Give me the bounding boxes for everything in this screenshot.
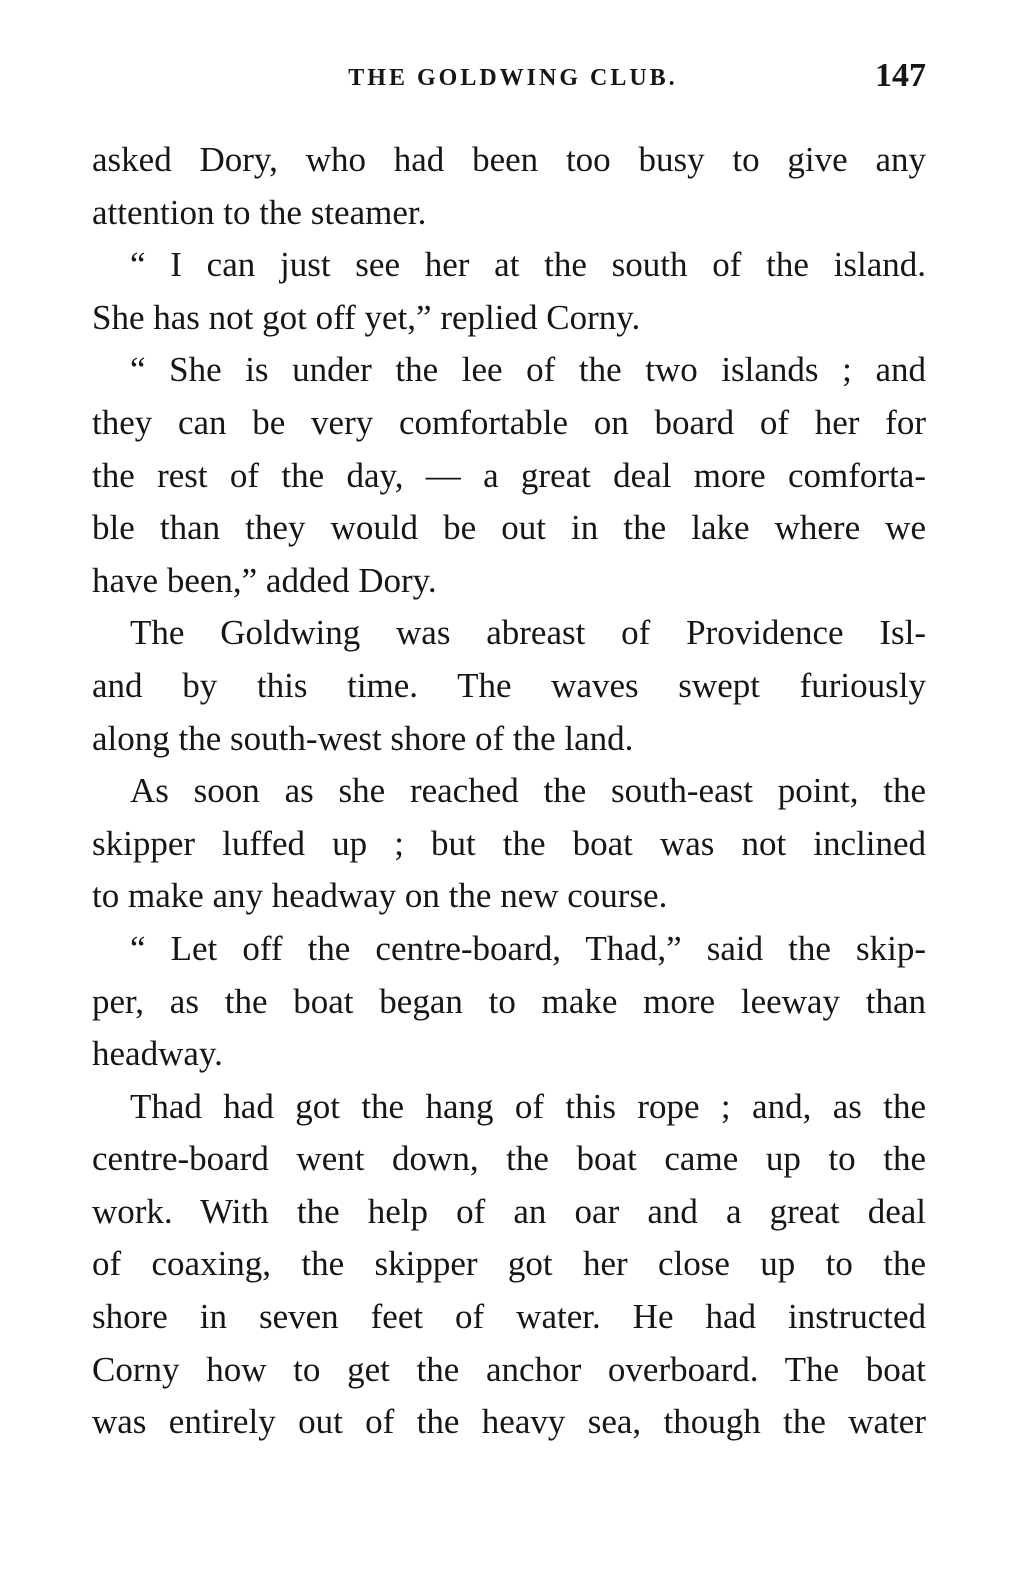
text-line: skipper luffed up ; but the boat was not inclined <box>92 823 926 863</box>
text-line: headway. <box>92 1034 223 1074</box>
text-line: was entirely out of the heavy sea, though the water <box>92 1402 926 1442</box>
page-number: 147 <box>875 57 926 94</box>
text-line: the rest of the day, — a great deal more comforta- <box>92 455 926 495</box>
body-text <box>92 134 926 1449</box>
text-line: Corny how to get the anchor overboard. The boat <box>92 1349 926 1389</box>
text-line: and by this time. The waves swept furiously <box>92 665 926 705</box>
text-line: work. With the help of an oar and a great deal <box>92 1191 926 1231</box>
text-line: Thad had got the hang of this rope ; and, as the <box>130 1086 926 1126</box>
text-line: asked Dory, who had been too busy to give any <box>92 140 926 179</box>
text-line: “ Let off the centre-board, Thad,” said the skip- <box>130 928 926 968</box>
text-line: “ She is under the lee of the two islands ; and <box>130 350 926 390</box>
text-line: of coaxing, the skipper got her close up to the <box>92 1244 926 1284</box>
text-line: they can be very comfortable on board of her for <box>92 402 926 442</box>
text-line: centre-board went down, the boat came up to the <box>92 1139 926 1179</box>
text-line: As soon as she reached the south-east point, the <box>130 771 926 811</box>
text-line: ble than they would be out in the lake where we <box>92 508 926 548</box>
text-line: attention to the steamer. <box>92 192 427 232</box>
text-line: along the south-west shore of the land. <box>92 718 634 758</box>
text-line: “ I can just see her at the south of the island. <box>130 245 926 285</box>
text-line: have been,” added Dory. <box>92 560 437 600</box>
running-title: THE GOLDWING CLUB. <box>348 65 678 91</box>
text-line: per, as the boat began to make more leeway than <box>92 981 926 1021</box>
text-line: She has not got off yet,” replied Corny. <box>92 297 641 337</box>
text-line: shore in seven feet of water. He had instructed <box>92 1297 926 1337</box>
running-head <box>92 58 926 98</box>
text-line: to make any headway on the new course. <box>92 876 668 916</box>
text-line: The Goldwing was abreast of Providence Isl- <box>130 613 926 653</box>
